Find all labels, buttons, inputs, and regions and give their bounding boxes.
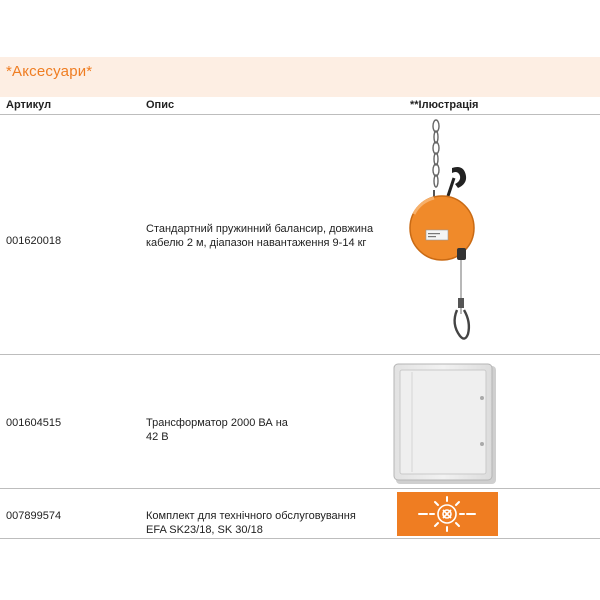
row-description — [146, 416, 288, 444]
transformer-cabinet-image — [392, 362, 498, 486]
maintenance-kit-image — [397, 492, 498, 536]
section-banner — [0, 57, 600, 97]
row-divider — [0, 488, 600, 489]
row-description-line: 42 В — [146, 431, 169, 443]
row-description — [146, 509, 356, 537]
row-description-line: кабелю 2 м, діапазон навантаження 9-14 кг — [146, 237, 367, 249]
row-description-line: Трансформатор 2000 ВА на — [146, 417, 288, 429]
row-article: 001620018 — [6, 235, 62, 247]
row-description-line: EFA SK23/18, SK 30/18 — [146, 524, 263, 536]
column-header-article: Артикул — [6, 99, 52, 111]
row-divider — [0, 354, 600, 355]
spring-balancer-image — [400, 118, 490, 350]
row-description — [146, 222, 373, 250]
section-title: *Аксесуари* — [6, 63, 93, 80]
row-divider — [0, 538, 600, 539]
row-article: 007899574 — [6, 510, 62, 522]
column-header-description: Опис — [146, 99, 175, 111]
row-description-line: Стандартний пружинний балансир, довжина — [146, 223, 374, 235]
row-article: 001604515 — [6, 417, 62, 429]
column-header-illustration: **Ілюстрація — [410, 99, 479, 111]
header-divider — [0, 114, 600, 115]
row-description-line: Комплект для технічного обслуговування — [146, 510, 356, 522]
